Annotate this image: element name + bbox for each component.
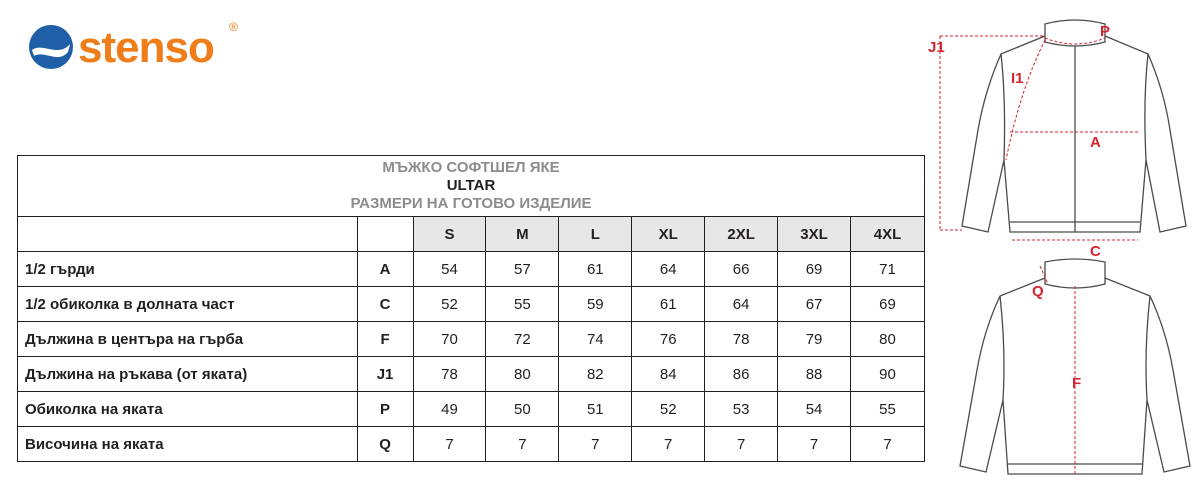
measure-code: P (357, 392, 413, 427)
table-cell: 52 (413, 287, 486, 322)
table-row (18, 427, 925, 462)
front-measure-lines (940, 36, 1140, 240)
row-label: Дължина на ръкава (от яката) (18, 357, 358, 392)
size-header: 3XL (778, 217, 851, 252)
size-header-row (18, 217, 925, 252)
size-header: 2XL (705, 217, 778, 252)
table-cell: 72 (486, 322, 559, 357)
table-cell: 84 (632, 357, 705, 392)
table-cell: 52 (632, 392, 705, 427)
header-code-blank (357, 217, 413, 252)
table-cell: 7 (851, 427, 925, 462)
table-cell: 50 (486, 392, 559, 427)
table-cell: 61 (632, 287, 705, 322)
table-cell: 7 (705, 427, 778, 462)
table-cell: 90 (851, 357, 925, 392)
brand-logo (28, 14, 258, 78)
table-row (18, 287, 925, 322)
table-cell: 7 (413, 427, 486, 462)
table-cell: 69 (778, 252, 851, 287)
size-header: XL (632, 217, 705, 252)
table-cell: 57 (486, 252, 559, 287)
label-f: F (1072, 375, 1082, 392)
table-cell: 61 (559, 252, 632, 287)
table-row (18, 322, 925, 357)
table-row (18, 392, 925, 427)
row-label: 1/2 обиколка в долната част (18, 287, 358, 322)
table-cell: 59 (559, 287, 632, 322)
row-label: Височина на яката (18, 427, 358, 462)
product-category-title: МЪЖКО СОФТШЕЛ ЯКЕ (382, 159, 560, 176)
table-cell: 78 (413, 357, 486, 392)
label-q: Q (1032, 283, 1044, 300)
table-cell: 82 (559, 357, 632, 392)
table-cell: 79 (778, 322, 851, 357)
header-label-blank (18, 217, 358, 252)
table-cell: 64 (705, 287, 778, 322)
diagram-labels (928, 23, 1110, 392)
table-cell: 80 (851, 322, 925, 357)
table-cell: 7 (559, 427, 632, 462)
label-j1: J1 (928, 39, 945, 56)
table-cell: 66 (705, 252, 778, 287)
table-cell: 7 (486, 427, 559, 462)
measure-code: Q (357, 427, 413, 462)
table-cell: 53 (705, 392, 778, 427)
measure-code: F (357, 322, 413, 357)
table-cell: 54 (778, 392, 851, 427)
size-table (17, 155, 925, 462)
label-p: P (1100, 23, 1111, 40)
table-title-row (18, 156, 925, 217)
table-cell: 69 (851, 287, 925, 322)
table-cell: 64 (632, 252, 705, 287)
table-cell: 7 (778, 427, 851, 462)
row-label: 1/2 гърди (18, 252, 358, 287)
back-measure-lines (1040, 266, 1075, 474)
measure-code: A (357, 252, 413, 287)
size-header: M (486, 217, 559, 252)
table-cell: 51 (559, 392, 632, 427)
table-cell: 74 (559, 322, 632, 357)
jacket-front-drawing (962, 20, 1186, 232)
table-cell: 80 (486, 357, 559, 392)
table-cell: 88 (778, 357, 851, 392)
table-cell: 55 (851, 392, 925, 427)
label-a: A (1090, 134, 1101, 151)
row-label: Дължина в центъра на гърба (18, 322, 358, 357)
product-model-title: ULTAR (446, 177, 496, 194)
size-header: 4XL (851, 217, 925, 252)
measure-code: J1 (357, 357, 413, 392)
table-cell: 7 (632, 427, 705, 462)
label-c: C (1090, 243, 1101, 260)
stenso-globe-icon (28, 24, 74, 70)
table-cell: 54 (413, 252, 486, 287)
measurements-subtitle: РАЗМЕРИ НА ГОТОВО ИЗДЕЛИЕ (350, 195, 592, 212)
registered-mark: ® (229, 20, 238, 34)
label-i1: I1 (1011, 70, 1024, 87)
garment-diagrams (925, 0, 1200, 490)
table-title-cell (18, 156, 925, 217)
brand-name: stenso (78, 23, 214, 72)
table-cell: 49 (413, 392, 486, 427)
table-cell: 78 (705, 322, 778, 357)
table-cell: 55 (486, 287, 559, 322)
table-cell: 70 (413, 322, 486, 357)
row-label: Обиколка на яката (18, 392, 358, 427)
table-cell: 67 (778, 287, 851, 322)
size-header: S (413, 217, 486, 252)
table-cell: 76 (632, 322, 705, 357)
table-row (18, 252, 925, 287)
table-row (18, 357, 925, 392)
table-cell: 71 (851, 252, 925, 287)
measure-code: C (357, 287, 413, 322)
size-header: L (559, 217, 632, 252)
table-cell: 86 (705, 357, 778, 392)
